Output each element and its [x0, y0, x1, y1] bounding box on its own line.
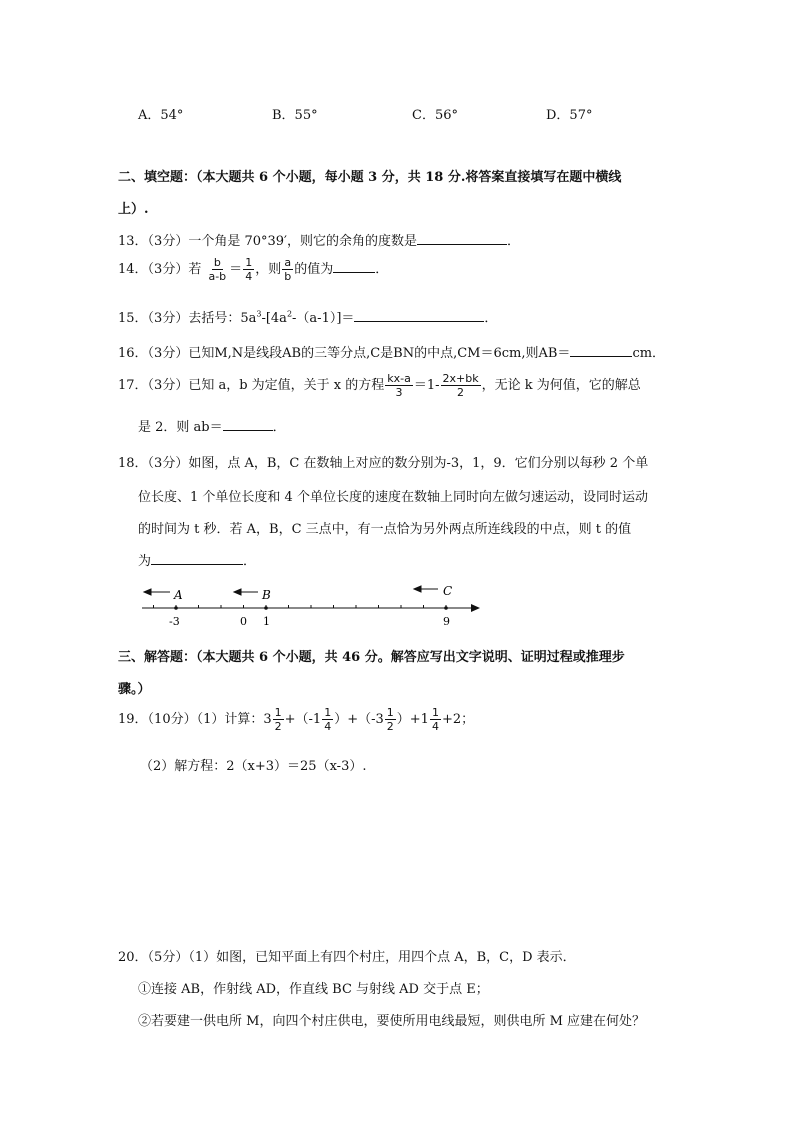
q19-fraction-3: $\frac{1}{2}$ — [386, 706, 394, 733]
q19-prefix: 19．（10分）（1）计算：3 — [118, 712, 272, 727]
q17-fraction-2: $\frac{2x+bk}{2}$ — [442, 372, 479, 399]
q20-line1: 20．（5分）（1）如图，已知平面上有四个村庄，用四个点 A，B，C，D 表示． — [118, 950, 576, 965]
q17-answer-blank — [223, 416, 273, 431]
section3-title: 三、解答题：（本大题共 6 个小题，共 46 分。解答应写出文字说明、证明过程或推理步 — [118, 650, 625, 665]
axis-arrowhead — [471, 604, 480, 612]
q16-answer-blank — [570, 342, 632, 357]
q18-answer-blank — [151, 550, 243, 565]
q19-term-4: +2； — [441, 712, 475, 727]
q14-prefix: 14．（3分）若 — [118, 262, 202, 277]
q19-fraction-1: $\frac{1}{2}$ — [274, 706, 282, 733]
q14-answer-blank — [333, 258, 375, 273]
q18-line2: 位长度、1 个单位长度和 4 个单位长度的速度在数轴上同时向左做匀速运动，设同时运动 — [138, 490, 648, 505]
q18-line3: 的时间为 t 秒．若 A，B，C 三点中，有一点恰为另外两点所连线段的中点，则 t 的值 — [138, 522, 632, 537]
option-b: B．55° — [272, 108, 318, 123]
q19-fraction-2: $\frac{1}{4}$ — [324, 706, 332, 733]
q17-prefix: 17．（3分）已知 a，b 为定值，关于 x 的方程 — [118, 378, 385, 393]
question-17-line2 — [138, 416, 286, 435]
q14-equals: ＝ — [229, 262, 243, 277]
q20-line3: ②若要建一供电所 M，向四个村庄供电，要使所用电线最短，则供电所 M 应建在何处？ — [138, 1014, 646, 1029]
question-13 — [118, 230, 520, 249]
q17-equals: ＝1- — [413, 378, 440, 393]
q14-end: ． — [375, 262, 389, 277]
q15-prefix: 15．（3分）去括号：5a — [118, 311, 257, 326]
q17-suffix: ，无论 k 为何值，它的解总 — [481, 378, 641, 393]
label-c: C — [443, 584, 453, 598]
q14-fraction-1: $\frac{b}{a-b}$ — [208, 256, 227, 283]
q20-line2: ①连接 AB，作射线 AD，作直线 BC 与射线 AD 交于点 E； — [138, 982, 489, 997]
q18-end: ． — [243, 554, 257, 569]
tick-label-9: 9 — [443, 615, 450, 628]
q14-fraction-3: $\frac{a}{b}$ — [284, 256, 292, 283]
q14-suffix: 的值为 — [294, 262, 334, 277]
q15-exp-1: 3 — [256, 309, 262, 319]
point-b — [264, 606, 268, 610]
q15-exp-2: 2 — [286, 309, 293, 319]
q19-term-1: +（-1 — [284, 712, 322, 727]
arrow-a-head — [144, 589, 151, 595]
q16-text: 16．（3分）已知M,N是线段AB的三等分点,C是BN的中点,CM＝6cm,则AB＝ — [118, 346, 571, 361]
question-17 — [118, 372, 641, 399]
q19-fraction-4: $\frac{1}{4}$ — [431, 706, 439, 733]
q13-end: ． — [506, 234, 520, 249]
question-16 — [118, 342, 665, 361]
point-a — [174, 606, 178, 610]
label-a: A — [174, 588, 183, 602]
q15-mid: -[4a — [261, 311, 287, 326]
q19-term-3: ）+1 — [396, 712, 429, 727]
tick-label-minus3: -3 — [169, 615, 180, 628]
arrow-c-head — [414, 586, 421, 592]
point-c — [444, 606, 448, 610]
question-15 — [118, 307, 497, 326]
q18-line1: 18．（3分）如图，点 A，B，C 在数轴上对应的数分别为-3，1，9．它们分别以每秒 2 个单 — [118, 456, 649, 471]
q19-term-2: ）+（-3 — [334, 712, 384, 727]
number-line-svg — [130, 578, 490, 633]
section3-title-cont: 骤。） — [118, 682, 151, 697]
section2-title: 二、填空题：（本大题共 6 个小题，每小题 3 分，共 18 分.将答案直接填写在题中横线 — [118, 170, 622, 185]
q18-line4-text: 为 — [138, 554, 152, 569]
label-b: B — [262, 588, 271, 602]
q17-line2-text: 是 2．则 ab＝ — [138, 420, 223, 435]
tick-label-1: 1 — [263, 615, 270, 628]
q19-part2: （2）解方程：2（x+3）＝25（x-3）. — [140, 759, 367, 774]
q14-fraction-2: $\frac{1}{4}$ — [245, 256, 253, 283]
q15-answer-blank — [354, 307, 484, 322]
q14-mid: ，则 — [255, 262, 282, 277]
q16-end: cm． — [632, 346, 666, 361]
q13-text: 13．（3分）一个角是 70°39′，则它的余角的度数是 — [118, 234, 417, 249]
number-line-figure — [130, 578, 490, 633]
q15-suffix: -（a-1）]＝ — [292, 311, 355, 326]
q13-answer-blank — [417, 230, 507, 245]
option-a: A．54° — [138, 108, 184, 123]
question-14 — [118, 256, 388, 283]
option-c: C．56° — [412, 108, 458, 123]
arrow-b-head — [234, 589, 241, 595]
section2-title-cont: 上）. — [118, 202, 149, 217]
q18-line4 — [138, 550, 256, 569]
q17-end: ． — [272, 420, 286, 435]
q15-end: ． — [484, 311, 498, 326]
tick-label-0: 0 — [240, 615, 247, 628]
q17-fraction-1: $\frac{kx-a}{3}$ — [387, 372, 411, 399]
option-d: D．57° — [546, 108, 593, 123]
question-19 — [118, 706, 474, 733]
